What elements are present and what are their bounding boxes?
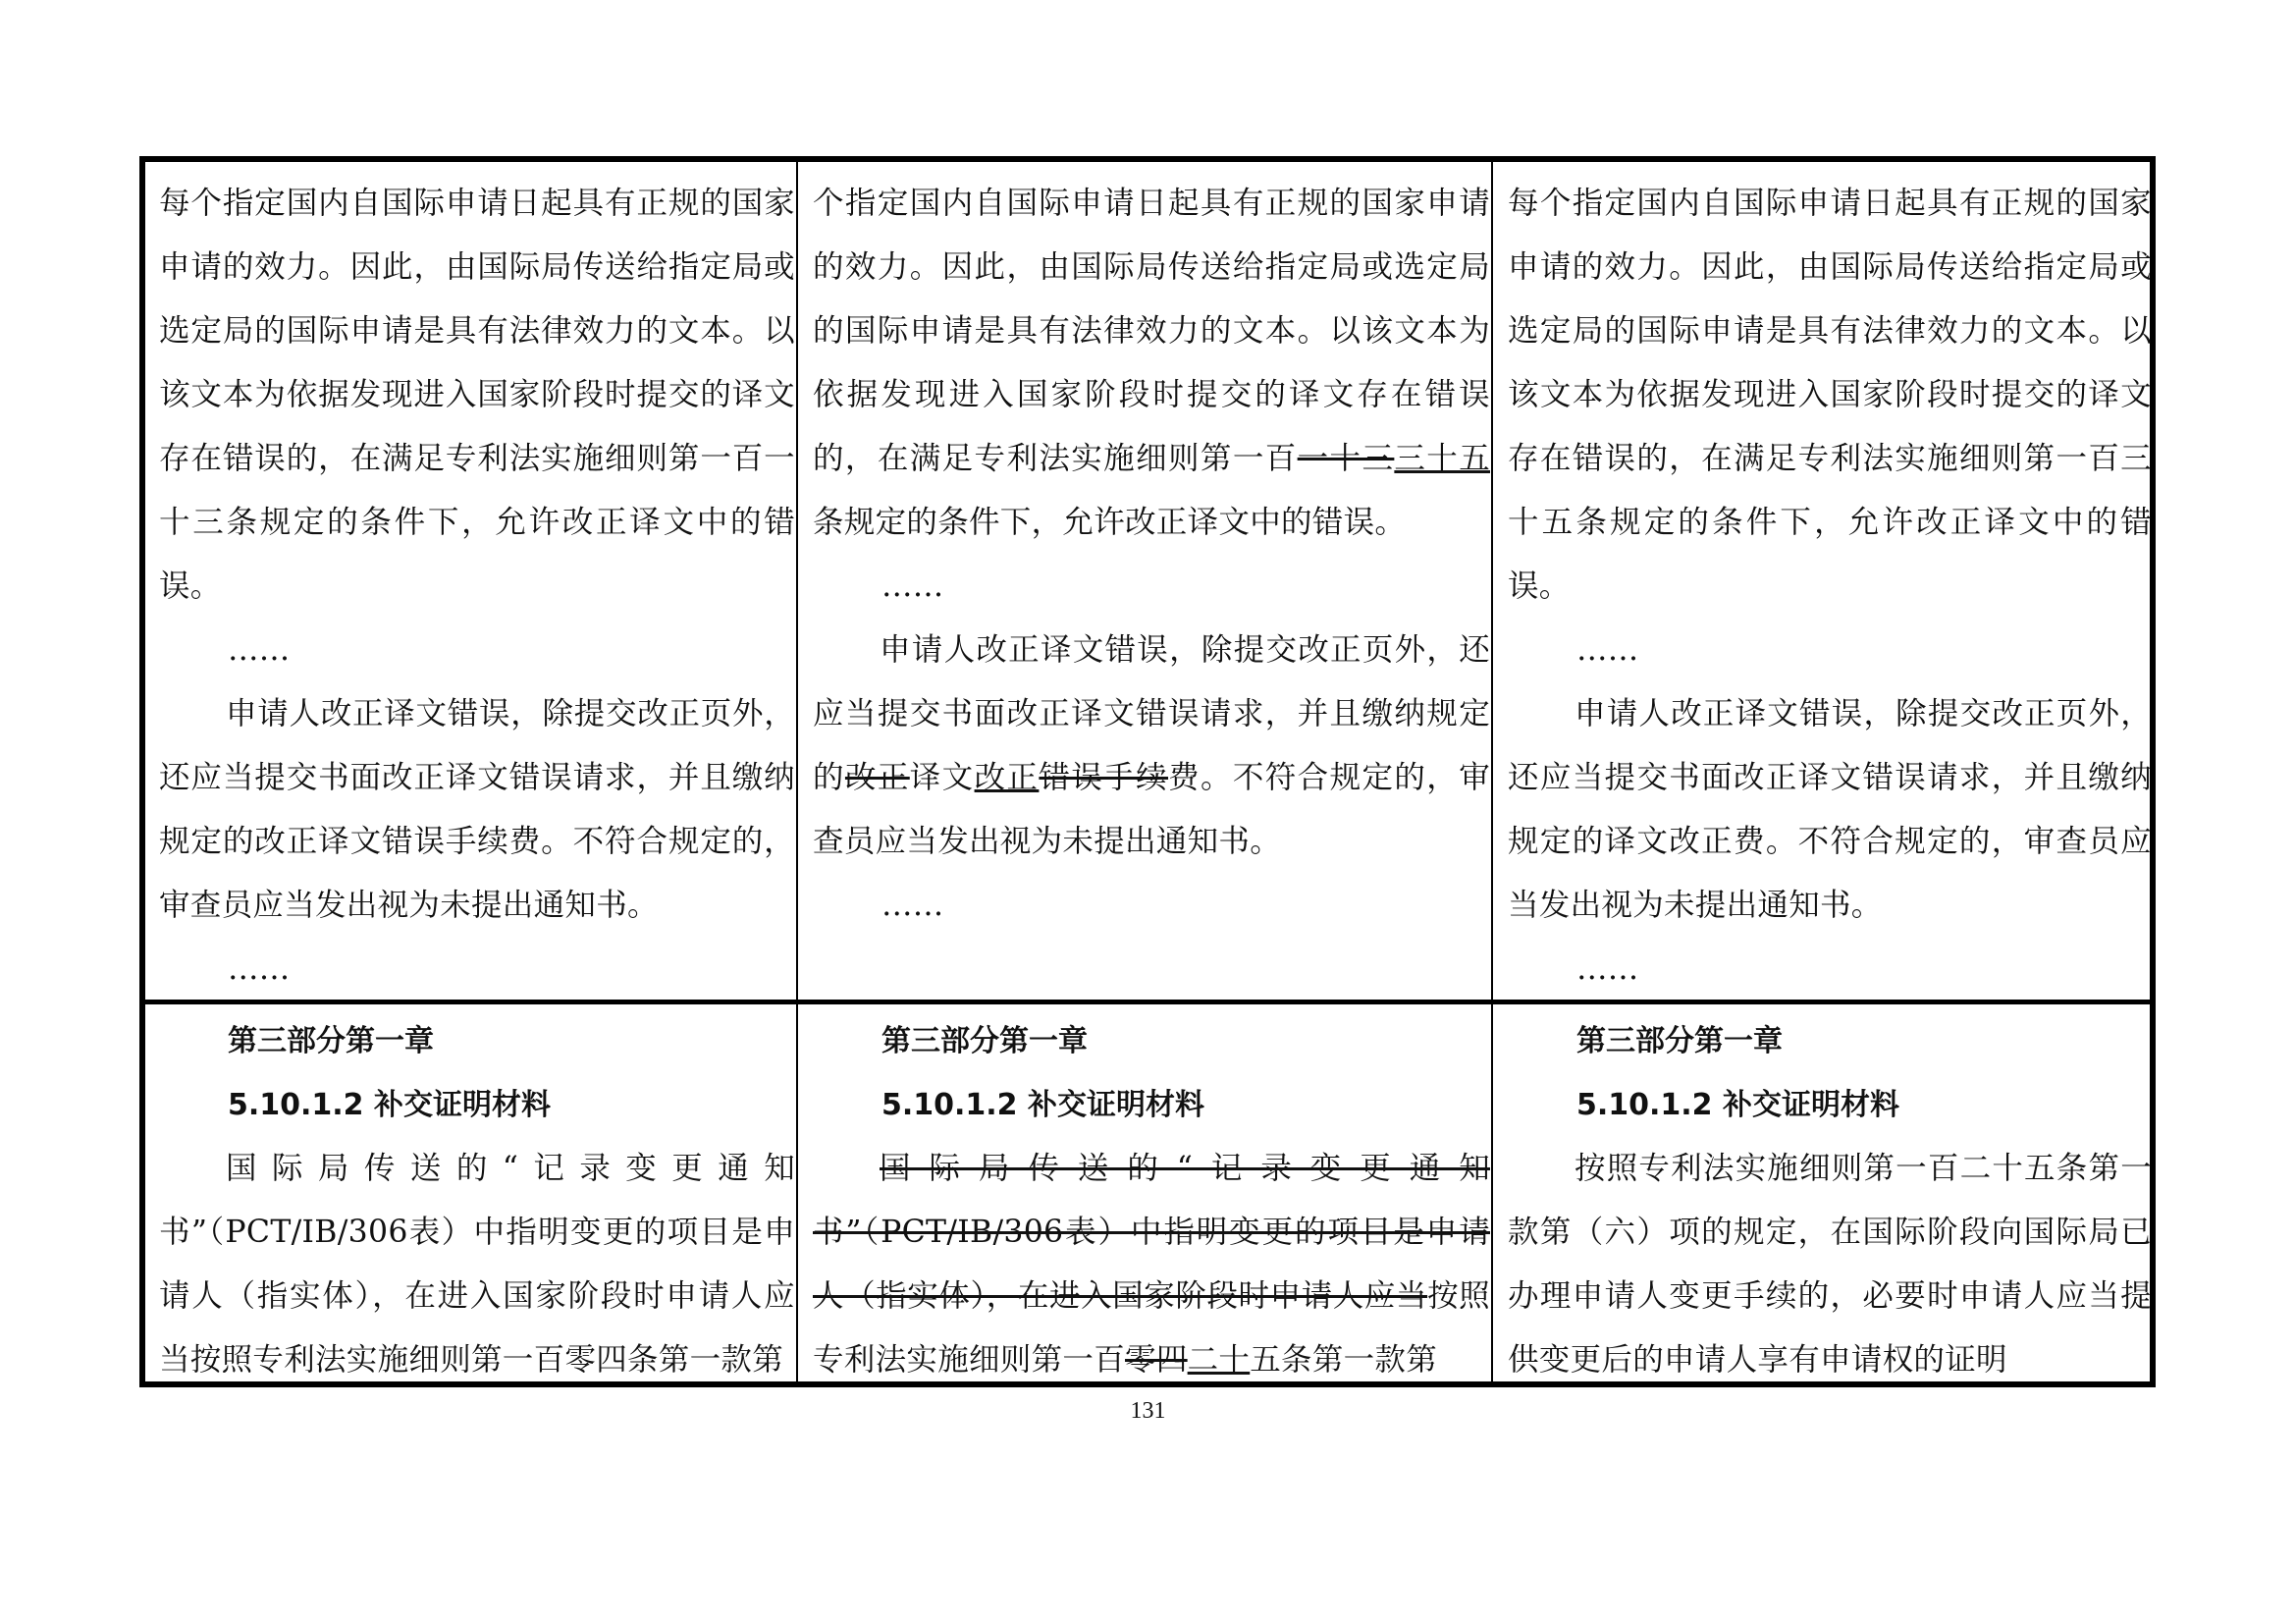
- paragraph: [813, 172, 1490, 555]
- comparison-table: [139, 156, 2156, 1387]
- text-run: 按照专利法实施细则第一百: [813, 1278, 1490, 1378]
- deleted-text: 错误手续: [1039, 760, 1169, 795]
- cell-row2-amended: [1508, 1009, 2152, 1382]
- text-run: 申请人改正译文错误，除提交改正页外，还应当提交书面改正译文错误请求，并且缴纳规定的: [813, 632, 1490, 795]
- ellipsis: ……: [1576, 951, 1639, 987]
- cell-row1-amended: [1508, 172, 2152, 992]
- column-divider: [796, 162, 798, 1381]
- ellipsis: ……: [1576, 632, 1639, 668]
- paragraph: 每个指定国内自国际申请日起具有正规的国家申请的效力。因此，由国际局传送给指定局或选定局的国际申请是具有法律效力的文本。以该文本为依据发现进入国家阶段时提交的译文存在错误的，在满足专利法实施细则第一百三十五条规定的条件下，允许改正译文中的错误。: [1508, 186, 2152, 604]
- page-number: 131: [1130, 1398, 1166, 1424]
- text-run: 个指定国内自国际申请日起具有正规的国家申请的效力。因此，由国际局传送给指定局或选定局的国际申请是具有法律效力的文本。以该文本为依据发现进入国家阶段时提交的译文存在错误的，在满足专利法实施细则第一百: [813, 186, 1490, 476]
- inserted-text: 三十五: [1394, 441, 1490, 476]
- cell-row1-revision: [813, 172, 1490, 992]
- paragraph: 申请人改正译文错误，除提交改正页外，还应当提交书面改正译文错误请求，并且缴纳规定的译文改正费。不符合规定的，审查员应当发出视为未提出通知书。: [1508, 696, 2152, 923]
- row-divider: [145, 1000, 2150, 1004]
- paragraph: 按照专利法实施细则第一百二十五条第一款第（六）项的规定，在国际阶段向国际局已办理申请人变更手续的，必要时申请人应当提供变更后的申请人享有申请权的证明: [1508, 1151, 2152, 1378]
- ellipsis: ……: [881, 888, 944, 923]
- paragraph: [813, 619, 1490, 874]
- ellipsis: ……: [881, 568, 944, 604]
- cell-row1-original: [159, 172, 795, 992]
- ellipsis: ……: [228, 632, 291, 668]
- text-run: 译文: [909, 760, 975, 795]
- inserted-text: 改正: [974, 760, 1040, 795]
- section-heading: 第三部分第一章: [228, 1024, 434, 1058]
- text-run: 条规定的条件下，允许改正译文中的错误。: [813, 505, 1407, 540]
- subsection-heading: 5.10.1.2 补交证明材料: [1576, 1088, 1900, 1122]
- paragraph: 每个指定国内自国际申请日起具有正规的国家申请的效力。因此，由国际局传送给指定局或选定局的国际申请是具有法律效力的文本。以该文本为依据发现进入国家阶段时提交的译文存在错误的，在满足专利法实施细则第一百一十三条规定的条件下，允许改正译文中的错误。: [159, 186, 795, 604]
- inserted-text: 二十: [1187, 1342, 1251, 1378]
- subsection-heading: 5.10.1.2 补交证明材料: [228, 1088, 552, 1122]
- cell-row2-original: [159, 1009, 795, 1382]
- ellipsis: ……: [228, 951, 291, 987]
- text-run: 费。不符合规定的，审查员应当发出视为未提出通知书。: [813, 760, 1490, 859]
- deleted-text: 国际局传送的“记录变更通知书”（PCT/IB/306表）中指明变更的项目是申请人（指实体），在进入国家阶段时申请人应当: [813, 1151, 1490, 1314]
- subsection-heading: 5.10.1.2 补交证明材料: [881, 1088, 1205, 1122]
- paragraph: 申请人改正译文错误，除提交改正页外，还应当提交书面改正译文错误请求，并且缴纳规定的改正译文错误手续费。不符合规定的，审查员应当发出视为未提出通知书。: [159, 696, 795, 923]
- paragraph: 国际局传送的“记录变更通知书”（PCT/IB/306表）中指明变更的项目是申请人（指实体），在进入国家阶段时申请人应当按照专利法实施细则第一百零四条第一款第: [159, 1151, 795, 1378]
- deleted-text: 一十三: [1297, 441, 1395, 476]
- cell-row2-revision: [813, 1009, 1490, 1382]
- text-run: 五条第一款第: [1250, 1342, 1438, 1378]
- column-divider: [1491, 162, 1493, 1381]
- paragraph: [813, 1137, 1490, 1382]
- deleted-text: 零四: [1125, 1342, 1188, 1378]
- deleted-text: 改正: [844, 760, 910, 795]
- section-heading: 第三部分第一章: [881, 1024, 1088, 1058]
- section-heading: 第三部分第一章: [1576, 1024, 1783, 1058]
